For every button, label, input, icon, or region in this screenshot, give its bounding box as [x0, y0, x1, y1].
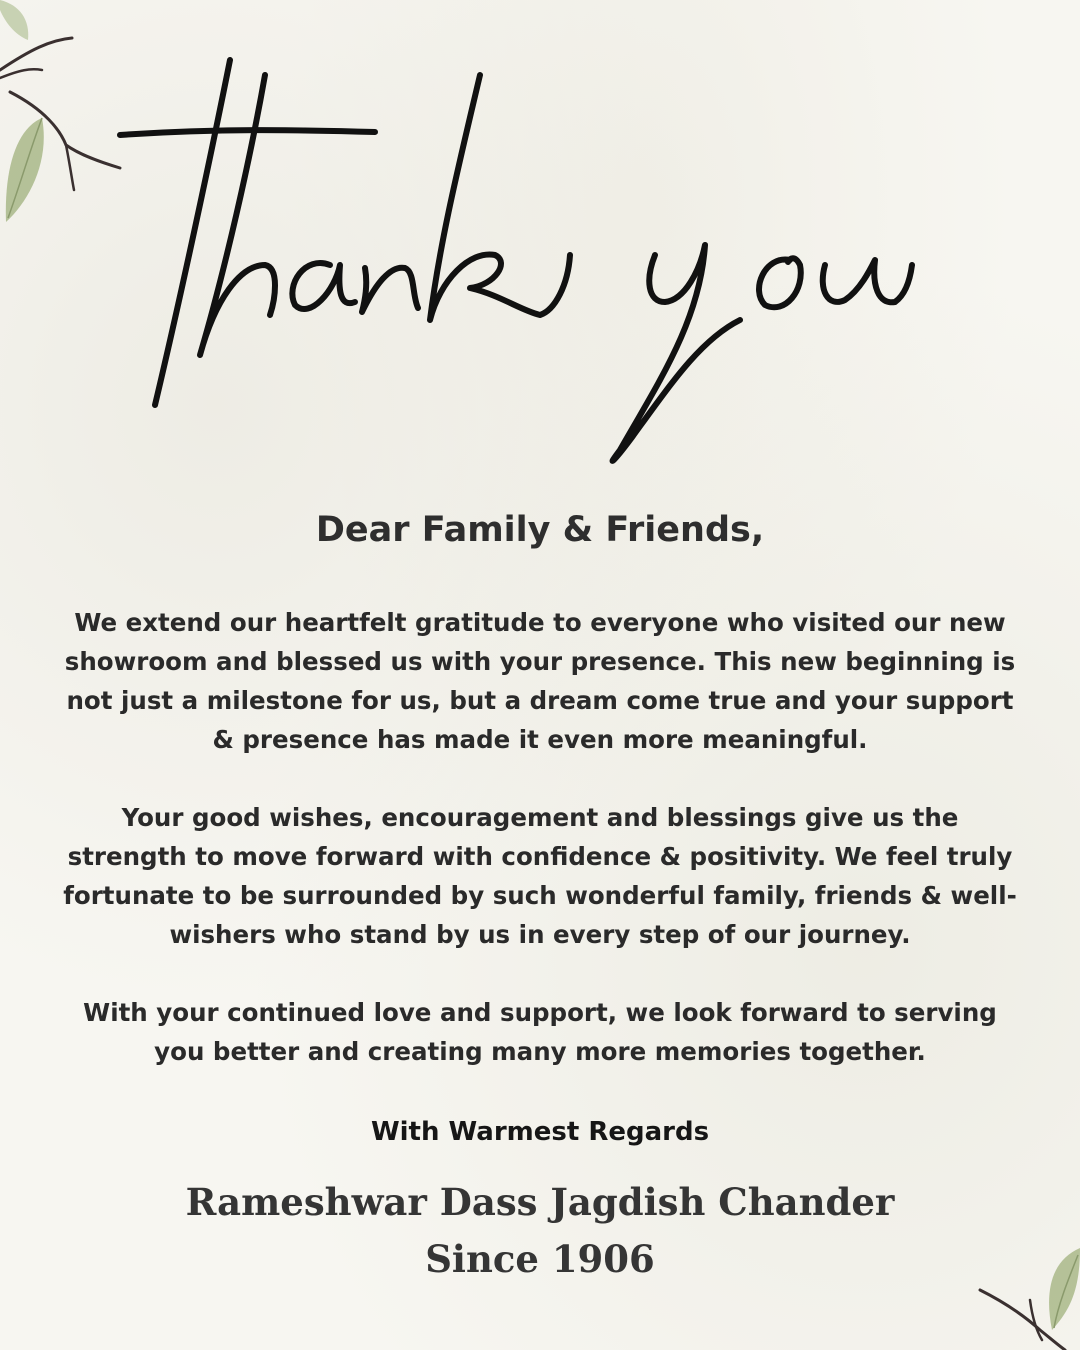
gratitude-paragraph: We extend our heartfelt gratitude to everyone who visited our new showroom and blessed us with your presence. This new beginning is not just a milestone for us, but a dream come true and your support & presence has made it even more meaningful.	[64, 608, 1016, 754]
thank-you-script-title	[100, 40, 920, 480]
regards-line: With Warmest Regards	[370, 1117, 710, 1147]
signature-name: Rameshwar Dass Jagdish Chander	[185, 1180, 895, 1224]
greeting-heading: Dear Family & Friends,	[315, 510, 765, 550]
wishes-paragraph: Your good wishes, encouragement and blessings give us the strength to move forward with confidence & positivity. We feel truly fortunate to be surrounded by such wonderful family, friends & well-wishers who stand by us in every step of our journey.	[63, 803, 1017, 949]
signature-since: Since 1906	[425, 1237, 655, 1281]
closing-paragraph: With your continued love and support, we look forward to serving you better and creating many more memories together.	[83, 998, 997, 1066]
